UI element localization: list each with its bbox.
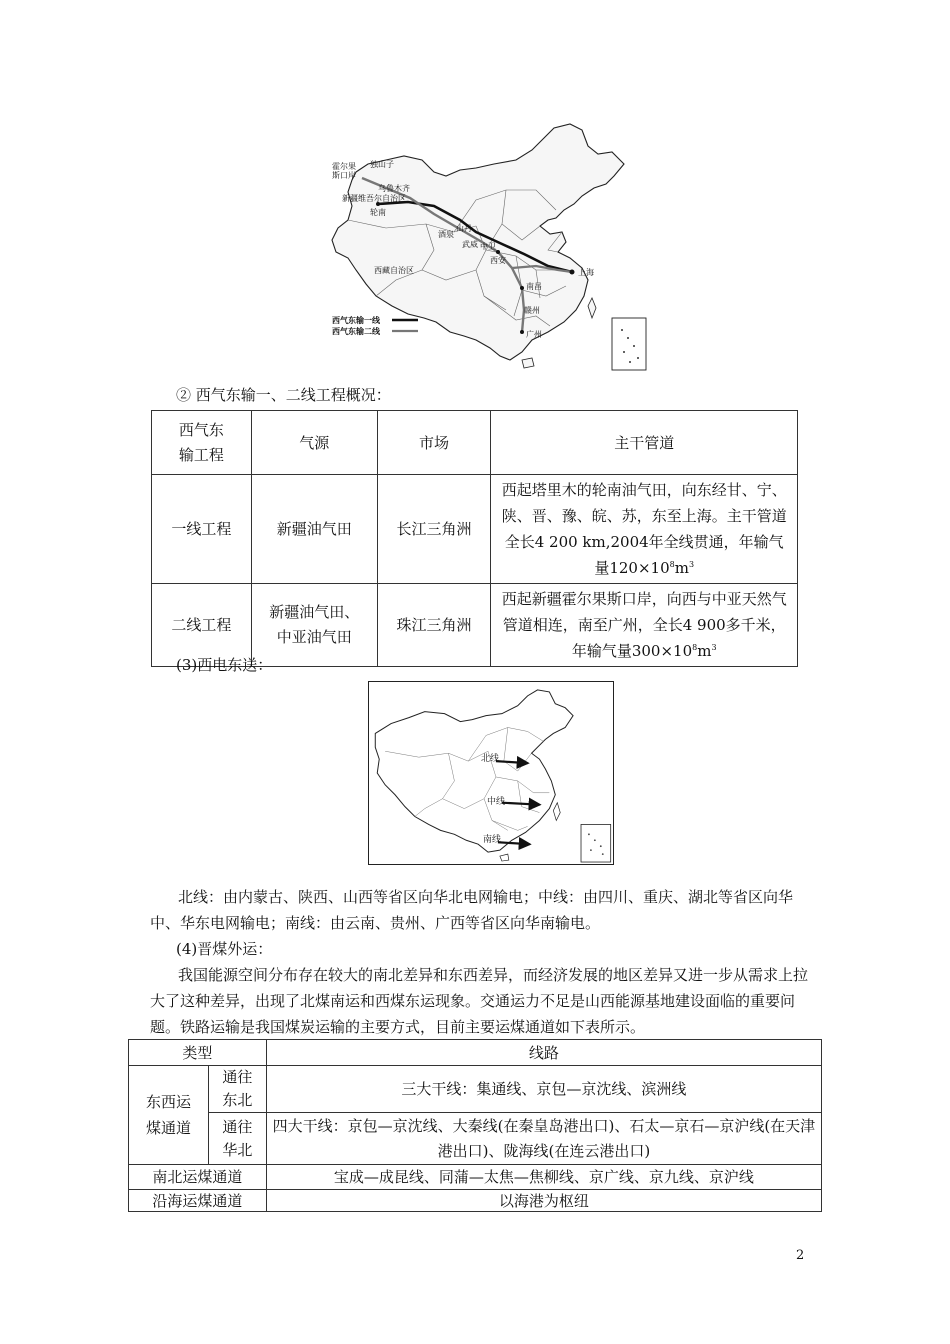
label-horgos: 霍尔果 斯口岸 [332,162,356,180]
power-transmission-map [368,681,614,865]
hainan-island [522,358,534,368]
pipeline-text: 西起新疆霍尔果斯口岸，向西与中亚天然气管道相连，南至广州，全长4 900多千米，年输气量300×10 [501,590,787,660]
page-number: 2 [796,1248,805,1263]
exponent-2: 3 [688,560,695,569]
header-route: 线路 [266,1040,821,1066]
label-shanghai: 上海 [578,268,594,277]
label-south-line: 南线 [483,835,502,845]
coal-route-table [128,1039,822,1212]
gas-project-table [151,410,798,667]
gas-pipeline-map [326,120,652,376]
heading-coal-transport: (4)晋煤外运： [176,940,273,958]
pipeline-cell [491,475,798,584]
label-jiuquan: 酒泉 [438,230,454,239]
dest-cell: 通往 东北 [208,1066,266,1113]
power-lines-paragraph: 北线：由内蒙古、陕西、山西等省区向华北电网输电；中线：由四川、重庆、湖北等省区向华中、华东电网输电；南线：由云南、贵州、广西等省区向华南输电。 [150,888,794,932]
dest-cell: 通往 华北 [208,1113,266,1165]
label-dushanzi: 独山子 [370,160,394,169]
legend-line-1: 西气东输一线 [332,315,380,325]
east-west-label: 东西运 煤通道 [129,1066,209,1165]
south-china-sea-inset [581,824,611,862]
label-urumqi: 乌鲁木齐 [378,184,410,193]
table-row [129,1113,822,1165]
exponent-2: 3 [711,643,717,652]
label-middle-line: 中线 [487,797,506,807]
header-type: 类型 [129,1040,267,1066]
label-xian: 西安 [490,256,506,265]
label-shandan: 山丹 [456,224,472,233]
project-cell: 二线工程 [152,584,252,667]
coal-paragraph: 我国能源空间分布存在较大的南北差异和东西差异，而经济发展的地区差异又进一步从需求上拉大了这种差异，出现了北煤南运和西煤东运现象。交通运力不足是山西能源基地建设面临的重要问题。铁路运输是我国煤炭运输的主要方式，目前主要运煤通道如下表所示。 [150,966,809,1036]
route-cell: 三大干线：集通线、京包—京沈线、滨洲线 [266,1066,821,1113]
label-zhongwei: 中卫 [480,242,496,251]
table-header-row [129,1040,822,1066]
taiwan-island [553,803,560,821]
table-row [129,1165,822,1190]
unit: m [674,559,689,577]
exponent: 8 [692,643,698,652]
hainan-island [500,854,509,861]
label-nanchang: 南昌 [526,282,542,291]
table-row [129,1066,822,1113]
table-header-row [152,411,798,475]
header-pipeline: 主干管道 [491,411,798,475]
market-cell: 长江三角洲 [377,475,491,584]
label-wuwei: 武威 [462,240,478,249]
route-cell: 以海港为枢纽 [266,1190,821,1212]
header-market: 市场 [377,411,491,475]
china-outline [375,690,573,852]
heading-power-transmission: (3)西电东送： [176,656,273,674]
route-cell: 四大干线：京包—京沈线、大秦线(在秦皇岛港出口)、石太—京石—京沪线(在天津港出口)、陇海线(在连云港出口) [266,1113,821,1165]
coastal-label: 沿海运煤通道 [129,1190,267,1212]
south-china-sea-inset [612,318,646,370]
label-guangzhou: 广州 [526,330,542,339]
table-row [152,475,798,584]
unit: m [697,642,712,660]
label-ganzhou: 赣州 [524,306,540,315]
exponent: 8 [669,560,675,569]
label-north-line: 北线 [481,754,500,764]
legend-line-2: 西气东输二线 [332,326,380,336]
source-cell: 新疆油气田 [251,475,377,584]
header-source: 气源 [251,411,377,475]
heading-gas-overview: ② 西气东输一、二线工程概况： [176,386,391,404]
pipeline-text: 西起塔里木的轮南油气田，向东经甘、宁、陕、晋、豫、皖、苏，东至上海。主干管道全长4 200 km,2004年全线贯通，年输气量120×10 [501,481,787,577]
table-row [129,1190,822,1212]
header-project: 西气东 输工程 [152,411,252,475]
taiwan-island [588,298,596,318]
route-cell: 宝成—成昆线、同蒲—太焦—焦柳线、京广线、京九线、京沪线 [266,1165,821,1190]
market-cell: 珠江三角洲 [377,584,491,667]
north-south-label: 南北运煤通道 [129,1165,267,1190]
label-tibet: 西藏自治区 [374,266,414,275]
label-lunnan: 轮南 [370,208,386,217]
project-cell: 一线工程 [152,475,252,584]
source-cell: 新疆油气田、 中亚油气田 [251,584,377,667]
label-xinjiang: 新疆维吾尔自治区 [342,194,406,203]
